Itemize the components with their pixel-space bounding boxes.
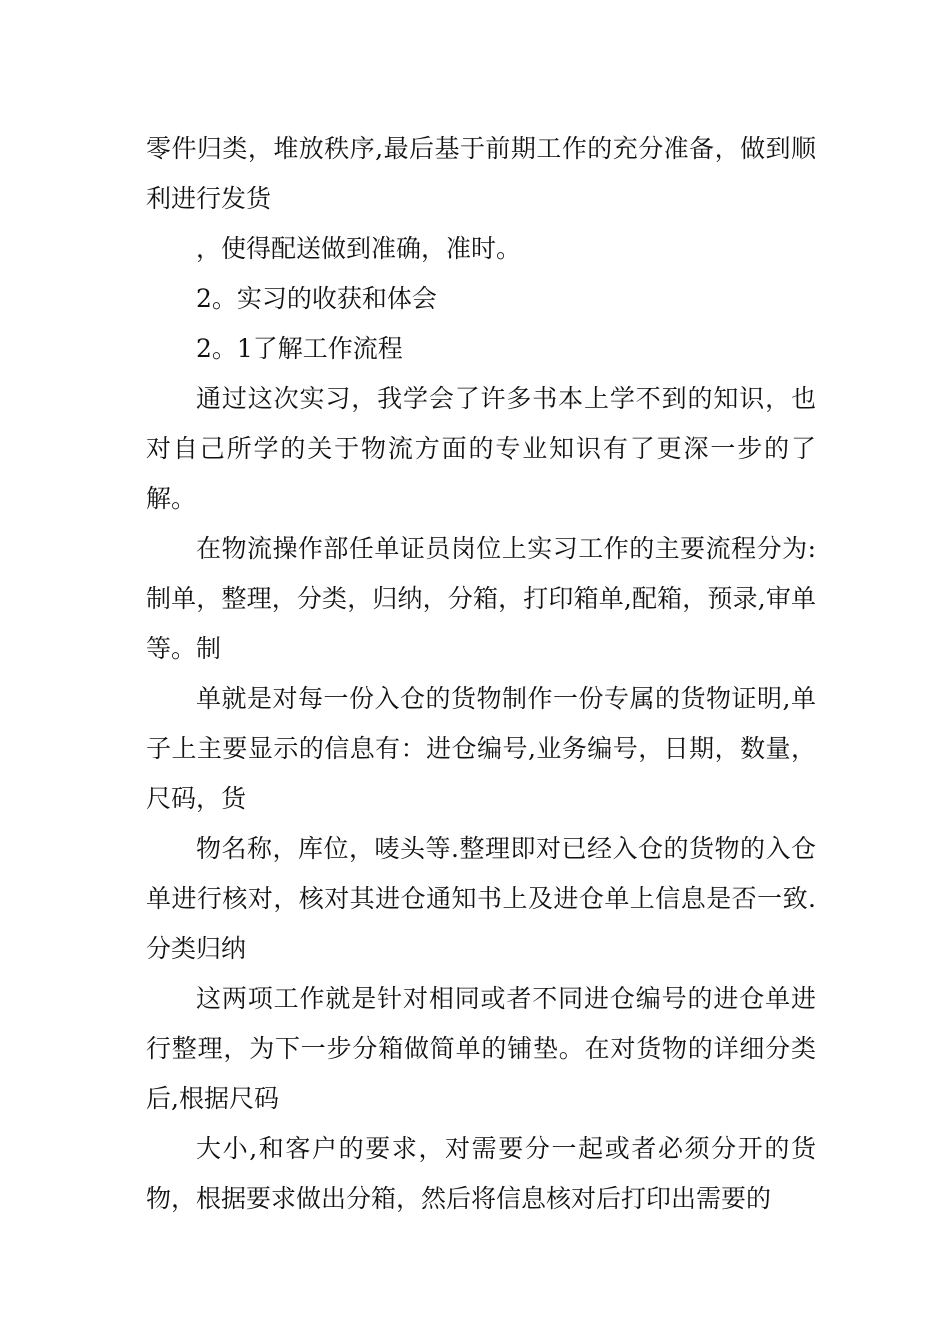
paragraph-continuation: 零件归类，堆放秩序,最后基于前期工作的充分准备，做到顺利进行发货 (146, 134, 816, 213)
document-body (146, 124, 816, 1224)
paragraph-documents: 单就是对每一份入仓的货物制作一份专属的货物证明,单子上主要显示的信息有：进仓编号,业务编号，日期，数量，尺码，货 (146, 684, 816, 813)
subsection-heading: 2。1了解工作流程 (196, 334, 403, 363)
paragraph-sorting: 物名称，库位，唛头等.整理即对已经入仓的货物的入仓单进行核对，核对其进仓通知书上及进仓单上信息是否一致.分类归纳 (146, 834, 816, 963)
section-heading: 2。实习的收获和体会 (196, 284, 437, 313)
paragraph-classification: 这两项工作就是针对相同或者不同进仓编号的进仓单进行整理，为下一步分箱做简单的铺垫。在对货物的详细分类后,根据尺码 (146, 984, 816, 1113)
paragraph-workflow: 在物流操作部任单证员岗位上实习工作的主要流程分为:制单，整理，分类，归纳，分箱，打印箱单,配箱，预录,审单等。制 (146, 534, 816, 663)
paragraph-intro: 通过这次实习，我学会了许多书本上学不到的知识，也对自己所学的关于物流方面的专业知识有了更深一步的了解。 (146, 384, 816, 513)
paragraph-packing: 大小,和客户的要求，对需要分一起或者必须分开的货物，根据要求做出分箱，然后将信息核对后打印出需要的 (146, 1134, 816, 1213)
paragraph-delivery: ，使得配送做到准确，准时。 (196, 234, 522, 263)
